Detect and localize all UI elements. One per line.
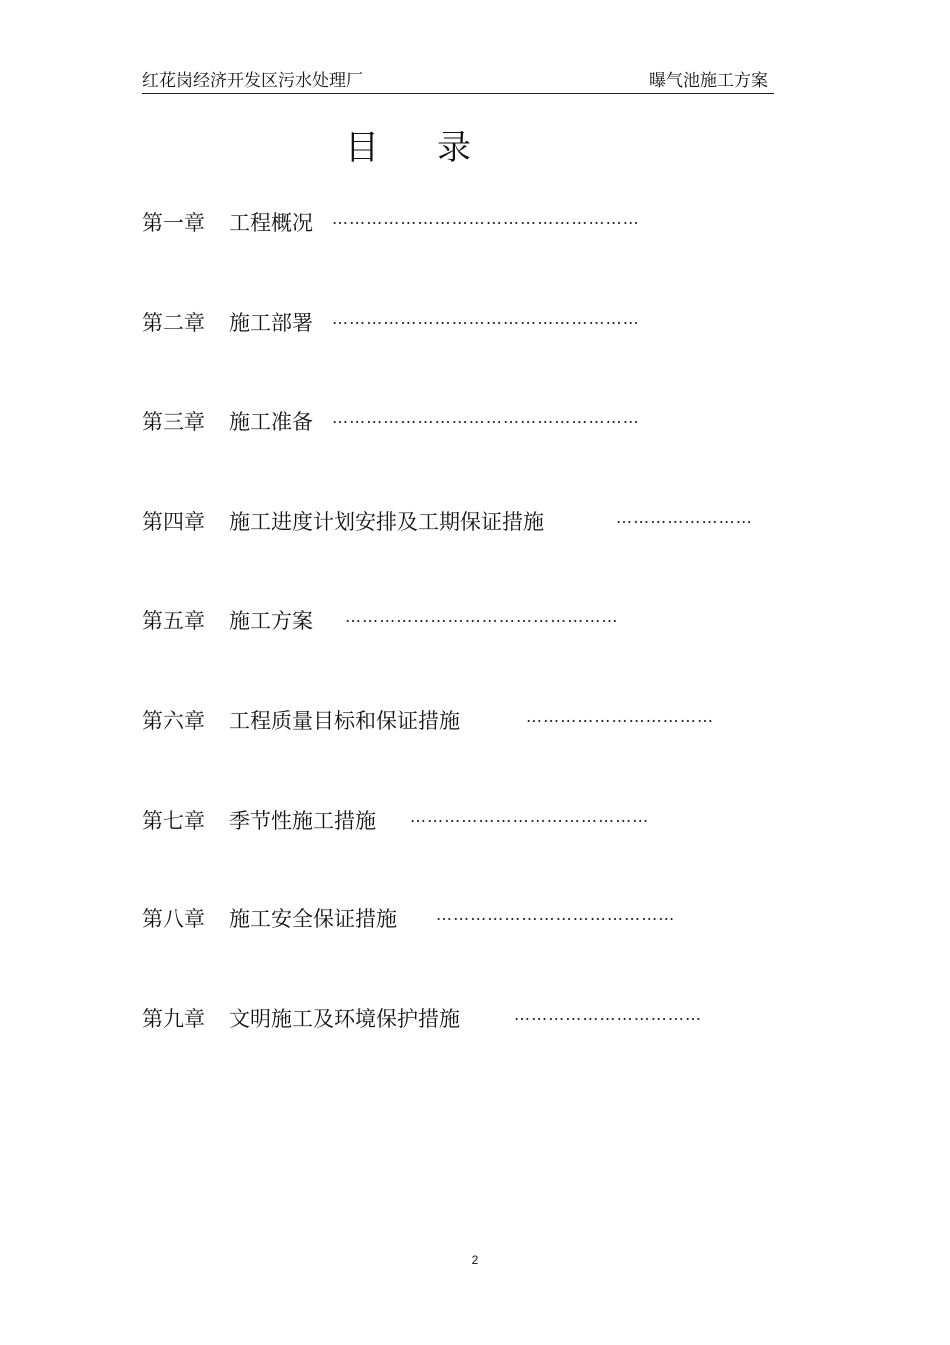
chapter-number: 第四章 — [142, 510, 205, 534]
dot-leader: ……………………………………………… — [332, 309, 640, 328]
chapter-number: 第二章 — [142, 311, 205, 335]
dot-leader: ………………………………………… — [345, 607, 619, 626]
dot-leader: ……………………………………………… — [332, 408, 640, 427]
header-project-name: 红花岗经济开发区污水处理厂 — [142, 71, 363, 91]
chapter-title: 施工准备 — [229, 410, 313, 434]
toc-title: 目录 — [345, 128, 529, 168]
chapter-number: 第七章 — [142, 809, 205, 833]
chapter-title: 施工方案 — [229, 609, 313, 633]
chapter-title: 施工部署 — [229, 311, 313, 335]
dot-leader: …………………………… — [526, 707, 715, 726]
chapter-title: 工程概况 — [229, 211, 313, 235]
dot-leader: …………………………………… — [410, 807, 650, 826]
dot-leader: ……………………………………………… — [332, 209, 640, 228]
chapter-number: 第九章 — [142, 1007, 205, 1031]
chapter-number: 第六章 — [142, 709, 205, 733]
chapter-title: 施工安全保证措施 — [229, 907, 397, 931]
chapter-number: 第一章 — [142, 211, 205, 235]
page-number: 2 — [471, 1253, 479, 1267]
dot-leader: …………………………………… — [436, 905, 676, 924]
chapter-number: 第三章 — [142, 410, 205, 434]
chapter-title: 文明施工及环境保护措施 — [229, 1007, 460, 1031]
chapter-title: 工程质量目标和保证措施 — [229, 709, 460, 733]
table-of-contents — [142, 0, 822, 1345]
chapter-title: 季节性施工措施 — [229, 809, 376, 833]
dot-leader: …………………………… — [514, 1005, 703, 1024]
chapter-number: 第五章 — [142, 609, 205, 633]
header-document-name: 曝气池施工方案 — [649, 71, 768, 91]
chapter-title: 施工进度计划安排及工期保证措施 — [229, 510, 544, 534]
chapter-number: 第八章 — [142, 907, 205, 931]
dot-leader: …………………… — [616, 508, 753, 527]
